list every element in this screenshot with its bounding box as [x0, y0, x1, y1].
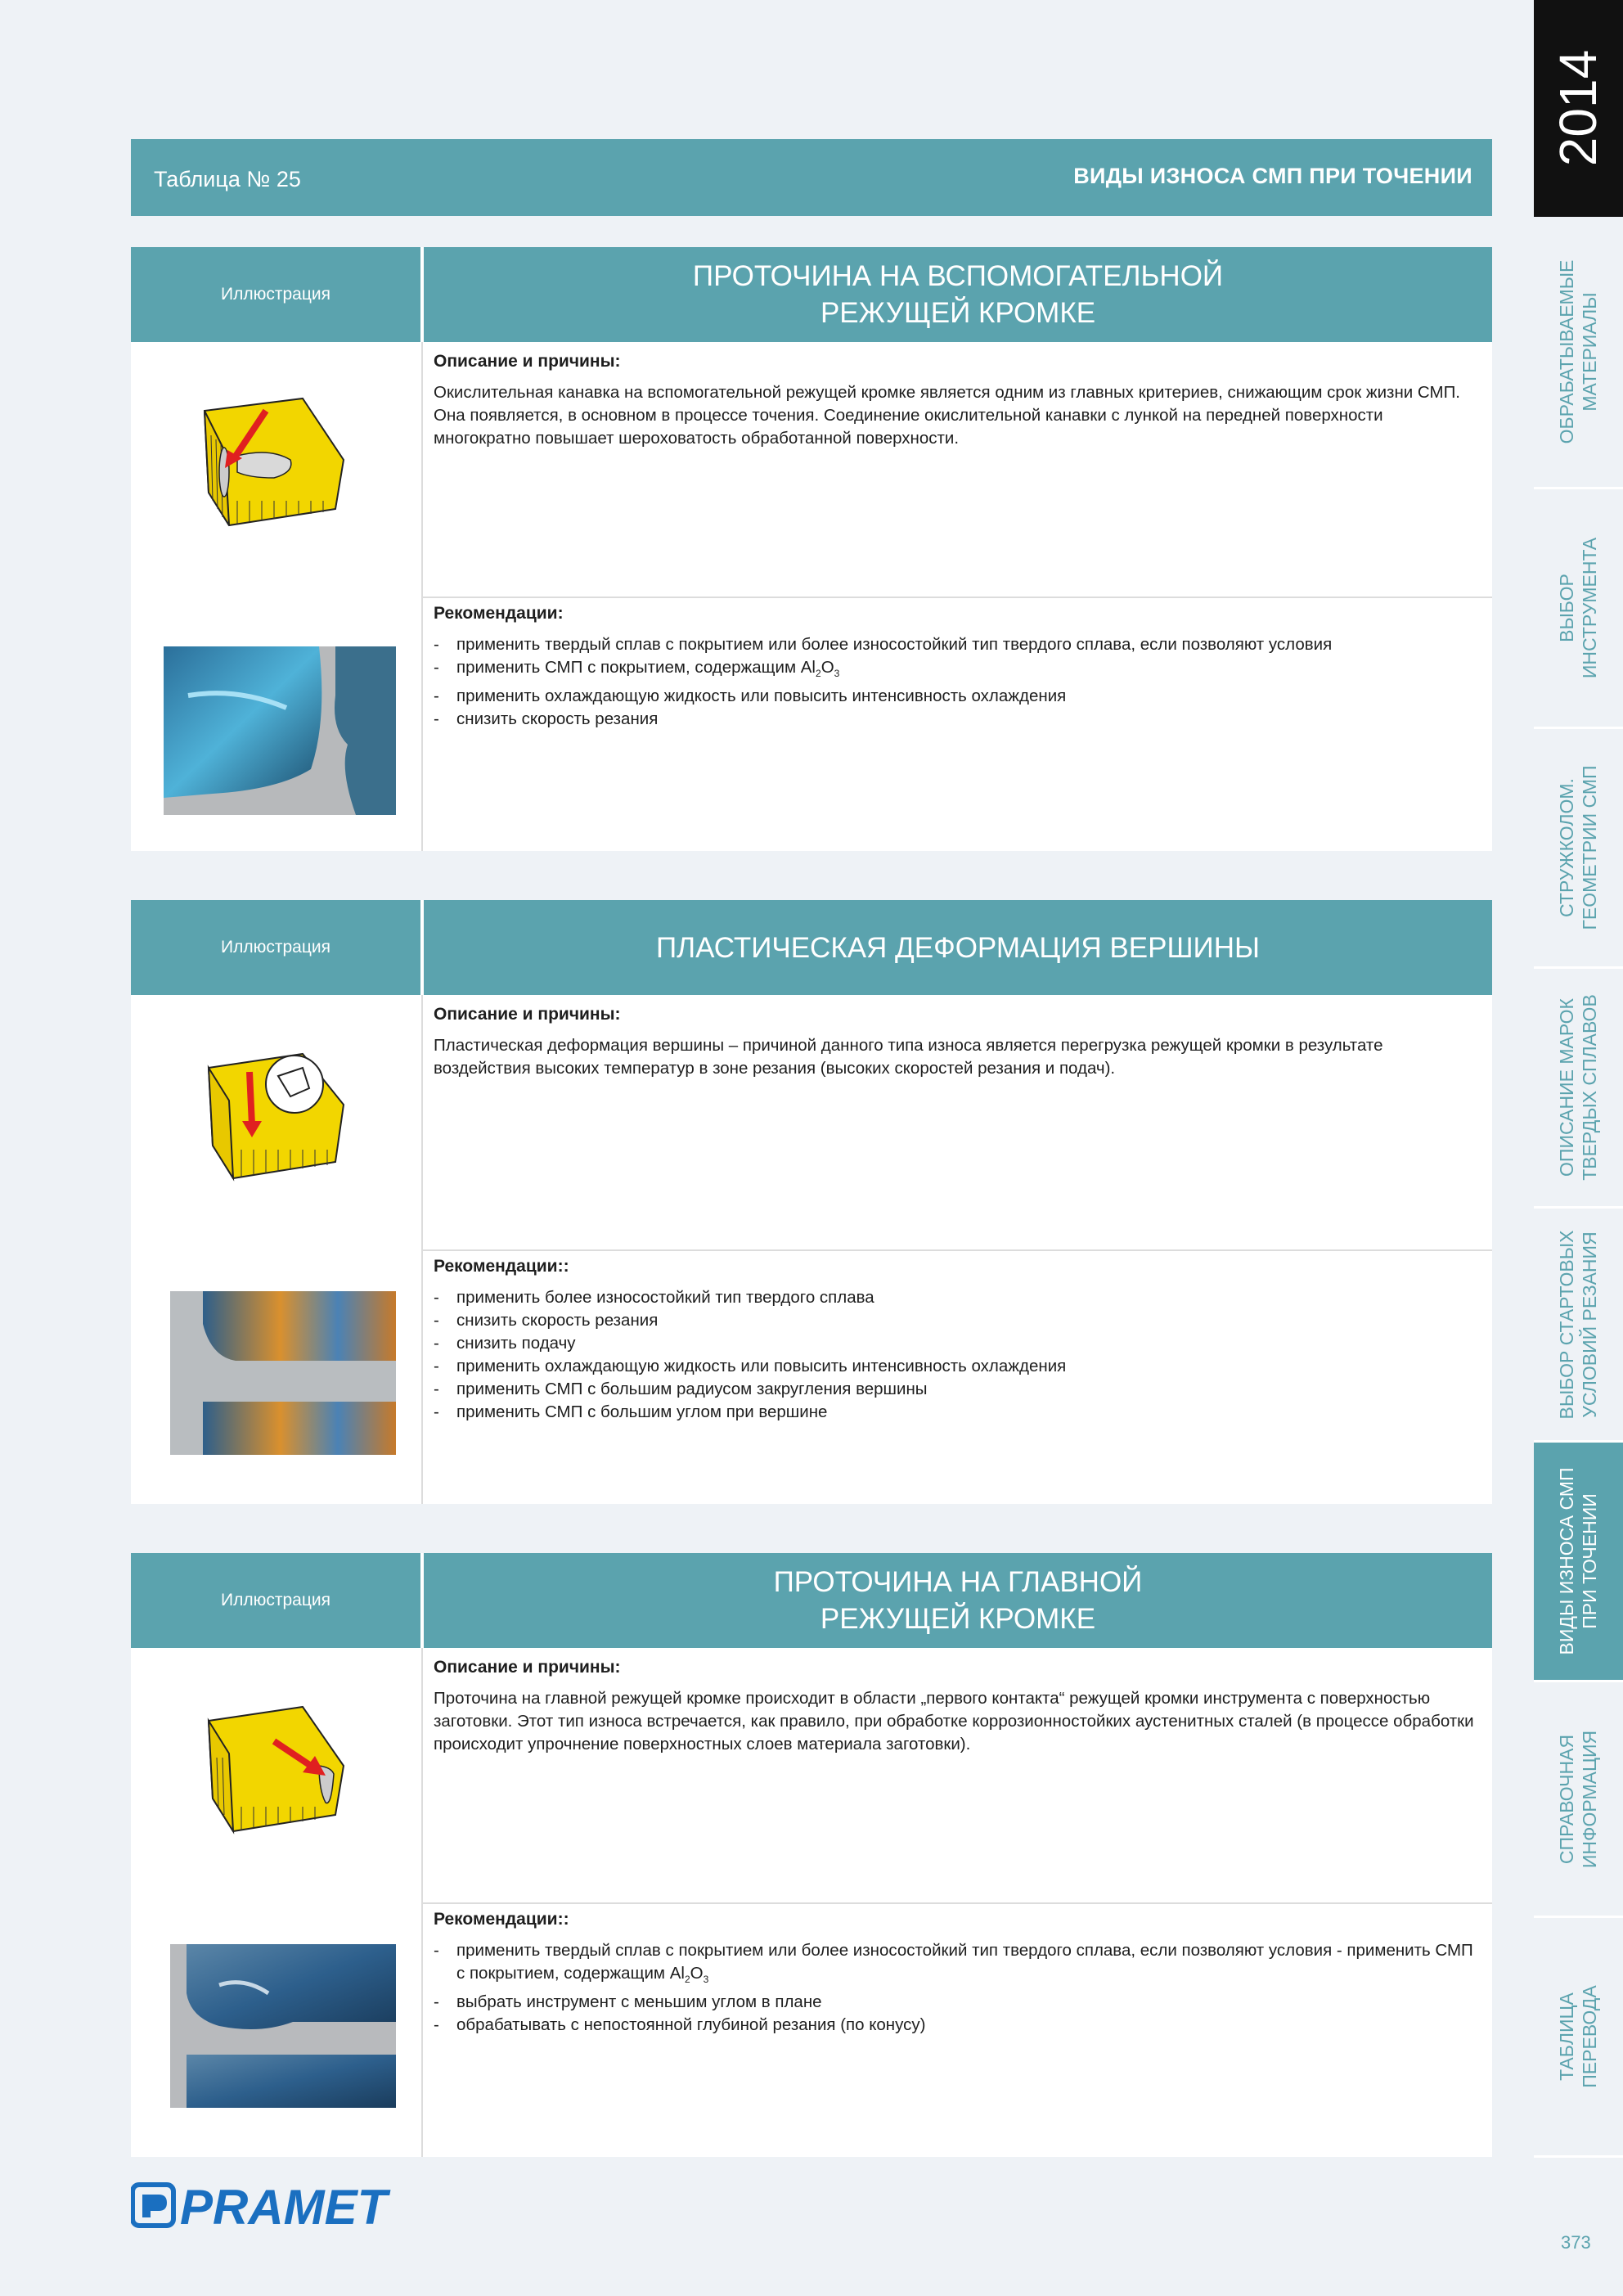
- wear-section-1: [131, 247, 1492, 851]
- recommendation-item: - снизить скорость резания: [434, 708, 1482, 731]
- sidebar-item-reference[interactable]: СПРАВОЧНАЯ ИНФОРМАЦИЯ: [1534, 1682, 1623, 1918]
- recommendation-item: - снизить скорость резания: [434, 1309, 1482, 1332]
- illustration-label: Иллюстрация: [221, 938, 330, 957]
- sidebar-item-grades[interactable]: ОПИСАНИЕ МАРОК ТВЕРДЫХ СПЛАВОВ: [1534, 969, 1623, 1209]
- section-header: [131, 900, 1492, 995]
- recommendation-item: - применить охлаждающую жидкость или повысить интенсивность охлаждения: [434, 1355, 1482, 1378]
- description-text: Окислительная канавка на вспомогательной режущей кромке является одним из главных критериев, снижающим срок жизни СМП. Она появляется, в основном в процессе точения. Соединение окислительной канавки с лункой на передней поверхности многократно повышает шероховатость обработанной поверхности.: [434, 383, 1460, 448]
- recommendation-item: - применить твердый сплав с покрытием или более износостойкий тип твердого сплава, если позволяют условия - применить СМП с покрытием, содержащим $Al_2O_3$: [434, 1939, 1482, 1991]
- description-block: [434, 350, 1482, 450]
- section-title: ПЛАСТИЧЕСКАЯ ДЕФОРМАЦИЯ ВЕРШИНЫ: [656, 931, 1260, 964]
- description-heading: Описание и причины:: [434, 1658, 621, 1677]
- description-text: Проточина на главной режущей кромке происходит в области „первого контакта“ режущей кромки инструмента с поверхностью заготовки. Этот тип износа встречается, как правило, при обработке коррозионностойких аустенитных сталей (в процессе обработки происходит упрочнение поверхностных слоев материала заготовки).: [434, 1689, 1474, 1754]
- insert-wear-diagram: [188, 386, 368, 550]
- year-tab: 2014: [1534, 0, 1623, 217]
- table-header-bar: [131, 139, 1492, 216]
- sidebar-item-materials[interactable]: ОБРАБАТЫВАЕМЫЕ МАТЕРИАЛЫ: [1534, 217, 1623, 489]
- description-block: [434, 1656, 1482, 1756]
- sidebar-item-chipbreakers[interactable]: СТРУЖКОЛОМ. ГЕОМЕТРИИ СМП: [1534, 729, 1623, 969]
- wear-photo: [170, 1944, 396, 2108]
- recommendation-item: - снизить подачу: [434, 1332, 1482, 1355]
- recommendation-item: - применить СМП с большим углом при вершине: [434, 1401, 1482, 1424]
- illustration-label: Иллюстрация: [221, 1591, 330, 1609]
- section-title: ПРОТОЧИНА НА ГЛАВНОЙ РЕЖУЩЕЙ КРОМКЕ: [773, 1566, 1143, 1635]
- table-number: Таблица № 25: [154, 167, 301, 191]
- recommendation-item: - применить СМП с покрытием, содержащим $Al_2O_3$: [434, 656, 1482, 685]
- insert-wear-diagram: [188, 1039, 368, 1203]
- section-title: ПРОТОЧИНА НА ВСПОМОГАТЕЛЬНОЙ РЕЖУЩЕЙ КРОМКЕ: [692, 260, 1224, 329]
- page-number: 373: [1561, 2232, 1591, 2253]
- description-text: Пластическая деформация вершины – причиной данного типа износа является перегрузка режущей кромки в результате воздействия высоких температур в зоне резания (высоких скоростей резания и подач).: [434, 1036, 1383, 1078]
- recommendations-block: [434, 1908, 1482, 2037]
- sidebar-item-insert-wear[interactable]: ВИДЫ ИЗНОСА СМП ПРИ ТОЧЕНИИ: [1534, 1443, 1623, 1682]
- description-block: [434, 1003, 1482, 1080]
- sidebar-item-cutting-conditions[interactable]: ВЫБОР СТАРТОВЫХ УСЛОВИЙ РЕЗАНИЯ: [1534, 1209, 1623, 1443]
- sidebar-item-conversion-table[interactable]: ТАБЛИЦА ПЕРЕВОДА: [1534, 1918, 1623, 2158]
- svg-text:PRAMET: PRAMET: [180, 2180, 388, 2234]
- recommendation-item: - выбрать инструмент с меньшим углом в плане: [434, 1991, 1482, 2014]
- wear-section-2: [131, 900, 1492, 1504]
- description-heading: Описание и причины:: [434, 1005, 621, 1024]
- recommendation-item: - применить СМП с большим радиусом закругления вершины: [434, 1378, 1482, 1401]
- recommendations-heading: Рекомендации::: [434, 1257, 569, 1276]
- recommendations-heading: Рекомендации:: [434, 604, 564, 623]
- recommendation-item: - применить более износостойкий тип твердого сплава: [434, 1286, 1482, 1309]
- recommendation-item: - обрабатывать с непостоянной глубиной резания (по конусу): [434, 2014, 1482, 2037]
- section-header: [131, 247, 1492, 342]
- recommendation-item: - применить твердый сплав с покрытием или более износостойкий тип твердого сплава, если позволяют условия: [434, 633, 1482, 656]
- description-heading: Описание и причины:: [434, 352, 621, 371]
- pramet-logo: [131, 2177, 401, 2234]
- recommendations-heading: Рекомендации::: [434, 1910, 569, 1929]
- recommendation-item: - применить охлаждающую жидкость или повысить интенсивность охлаждения: [434, 685, 1482, 708]
- illustration-label: Иллюстрация: [221, 285, 330, 304]
- wear-photo: [164, 646, 396, 815]
- recommendations-block: [434, 1255, 1482, 1424]
- wear-section-3: [131, 1553, 1492, 2157]
- recommendations-block: [434, 602, 1482, 731]
- insert-wear-diagram: [188, 1692, 368, 1856]
- section-header: [131, 1553, 1492, 1648]
- table-title: ВИДЫ ИЗНОСА СМП ПРИ ТОЧЕНИИ: [1073, 164, 1472, 188]
- wear-photo: [170, 1291, 396, 1455]
- sidebar-item-tool-selection[interactable]: ВЫБОР ИНСТРУМЕНТА: [1534, 489, 1623, 729]
